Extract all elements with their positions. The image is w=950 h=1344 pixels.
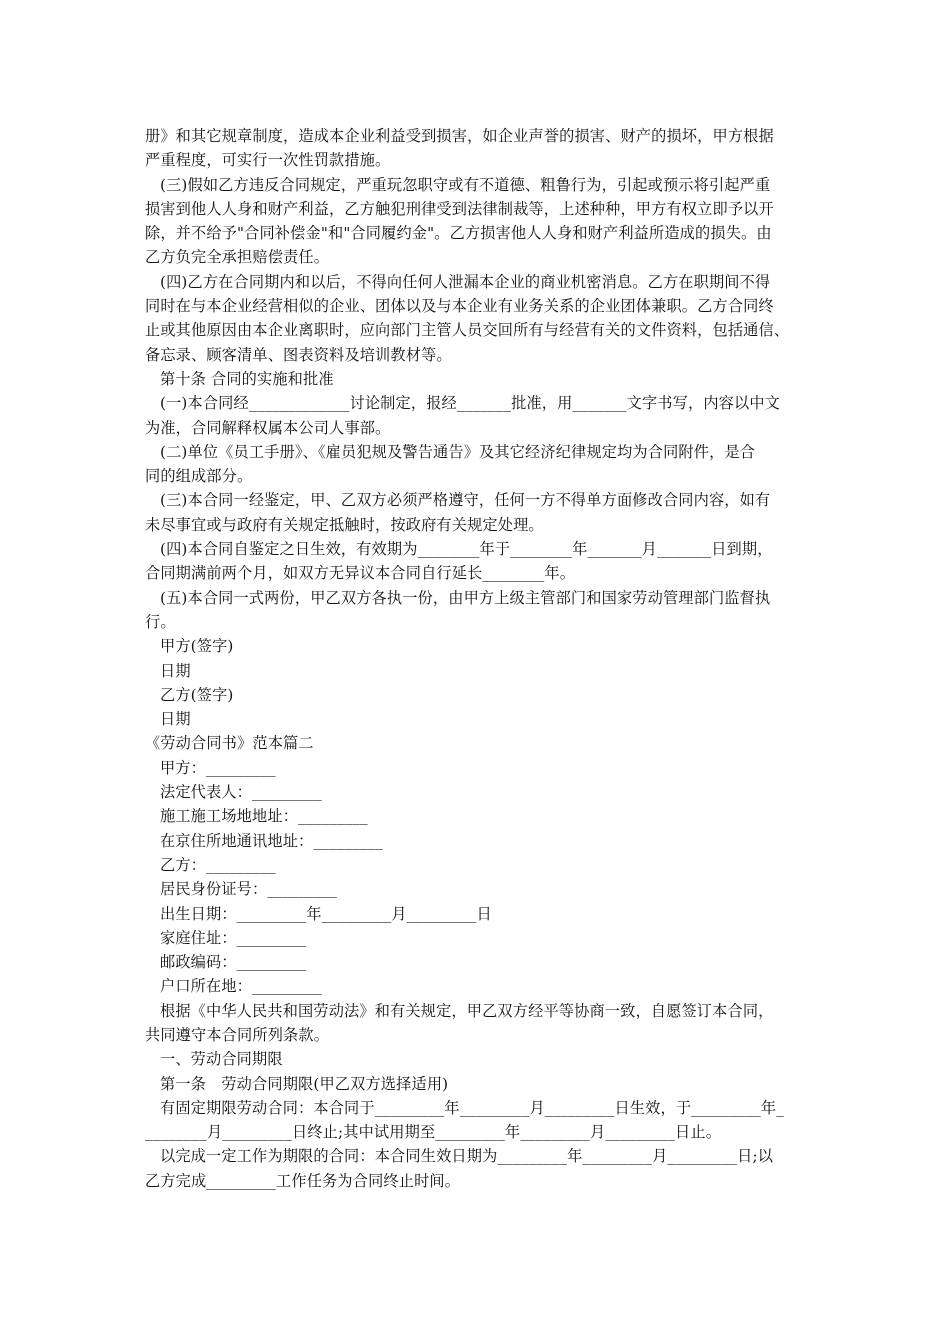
document-line: 共同遵守本合同所列条款。 (145, 1025, 330, 1044)
document-line: 户口所在地：_________ (160, 977, 322, 996)
document-line: 甲方：_________ (160, 758, 276, 777)
document-line: 损害到他人人身和财产利益，乙方触犯刑律受到法律制裁等，上述种种，甲方有权立即予以开 (145, 199, 774, 218)
document-line: 在京住所地通讯地址：_________ (160, 831, 384, 850)
document-line: 居民身份证号：_________ (160, 880, 338, 899)
document-line: 日期 (160, 661, 191, 680)
document-line: (四)本合同自鉴定之日生效，有效期为________年于________年_______月_______日到期， (160, 540, 773, 559)
document-line: 除，并不给予"合同补偿金"和"合同履约金"。乙方损害他人人身和财产利益所造成的损失。由 (145, 224, 772, 243)
document-line: 未尽事宜或与政府有关规定抵触时，按政府有关规定处理。 (145, 515, 544, 534)
document-body (145, 124, 810, 1193)
document-line: 册》和其它规章制度，造成本企业利益受到损害，如企业声誉的损害、财产的损坏，甲方根据 (145, 127, 774, 145)
document-line: 严重程度，可实行一次性罚款措施。 (145, 151, 391, 170)
document-line: 乙方：_________ (160, 855, 276, 874)
document-line: 同时在与本企业经营相似的企业、团体以及与本企业有业务关系的企业团体兼职。乙方合同终 (145, 297, 774, 316)
document-line: 一、劳动合同期限 (160, 1050, 283, 1069)
document-line: (三)假如乙方违反合同规定，严重玩忽职守或有不道德、粗鲁行为，引起或预示将引起严重 (160, 175, 771, 194)
document-line: (四)乙方在合同期内和以后，不得向任何人泄漏本企业的商业机密消息。乙方在职期间不得 (160, 272, 771, 291)
document-line: 备忘录、顾客清单、图表资料及培训教材等。 (145, 345, 452, 364)
document-line: 法定代表人：_________ (160, 783, 322, 802)
document-line: 合同期满前两个月，如双方无异议本合同自行延长________年。 (145, 564, 576, 583)
document-line: 止或其他原因由本企业离职时，应向部门主管人员交回所有与经营有关的文件资料，包括通信、 (145, 321, 790, 340)
document-line: 出生日期：_________年_________月_________日 (160, 904, 492, 923)
document-line: 邮政编码：_________ (160, 953, 307, 972)
document-line: 为准，合同解释权属本公司人事部。 (145, 418, 391, 437)
document-line: 家庭住址：_________ (160, 928, 307, 947)
document-line: 行。 (145, 612, 176, 631)
document-line: (一)本合同经_____________讨论制定，报经_______批准，用_______文字书写，内容以中文 (160, 394, 781, 413)
document-line: 有固定期限劳动合同：本合同于_________年_________月_________日生效，于_________年_ (160, 1098, 784, 1117)
document-line: 第十条 合同的实施和批准 (160, 369, 334, 388)
document-line: 以完成一定工作为期限的合同：本合同生效日期为_________年_________月_________日;以 (160, 1147, 774, 1166)
document-line: 乙方负完全承担赔偿责任。 (145, 248, 330, 267)
document-line: 《劳动合同书》范本篇二 (145, 734, 314, 753)
document-line: 甲方(签字) (160, 637, 234, 656)
document-line: 施工施工场地地址：_________ (160, 807, 368, 826)
document-line: 乙方(签字) (160, 685, 234, 704)
document-line: (五)本合同一式两份，甲乙双方各执一份，由甲方上级主管部门和国家劳动管理部门监督执 (160, 588, 771, 607)
document-line: (二)单位《员工手册》、《雇员犯规及警告通告》及其它经济纪律规定均为合同附件，是合 (160, 442, 756, 461)
document-line: 日期 (160, 710, 191, 729)
document-line: 根据《中华人民共和国劳动法》和有关规定，甲乙双方经平等协商一致，自愿签订本合同， (160, 1001, 774, 1020)
document-line: (三)本合同一经鉴定，甲、乙双方必须严格遵守，任何一方不得单方面修改合同内容，如有 (160, 491, 771, 510)
document-line: ________月_________日终止;其中试用期至_________年_________月_________日止。 (145, 1123, 722, 1142)
document-line: 同的组成部分。 (145, 467, 253, 486)
document-line: 第一条 劳动合同期限(甲乙双方选择适用) (160, 1074, 449, 1093)
document-line: 乙方完成_________工作任务为合同终止时间。 (145, 1171, 461, 1190)
